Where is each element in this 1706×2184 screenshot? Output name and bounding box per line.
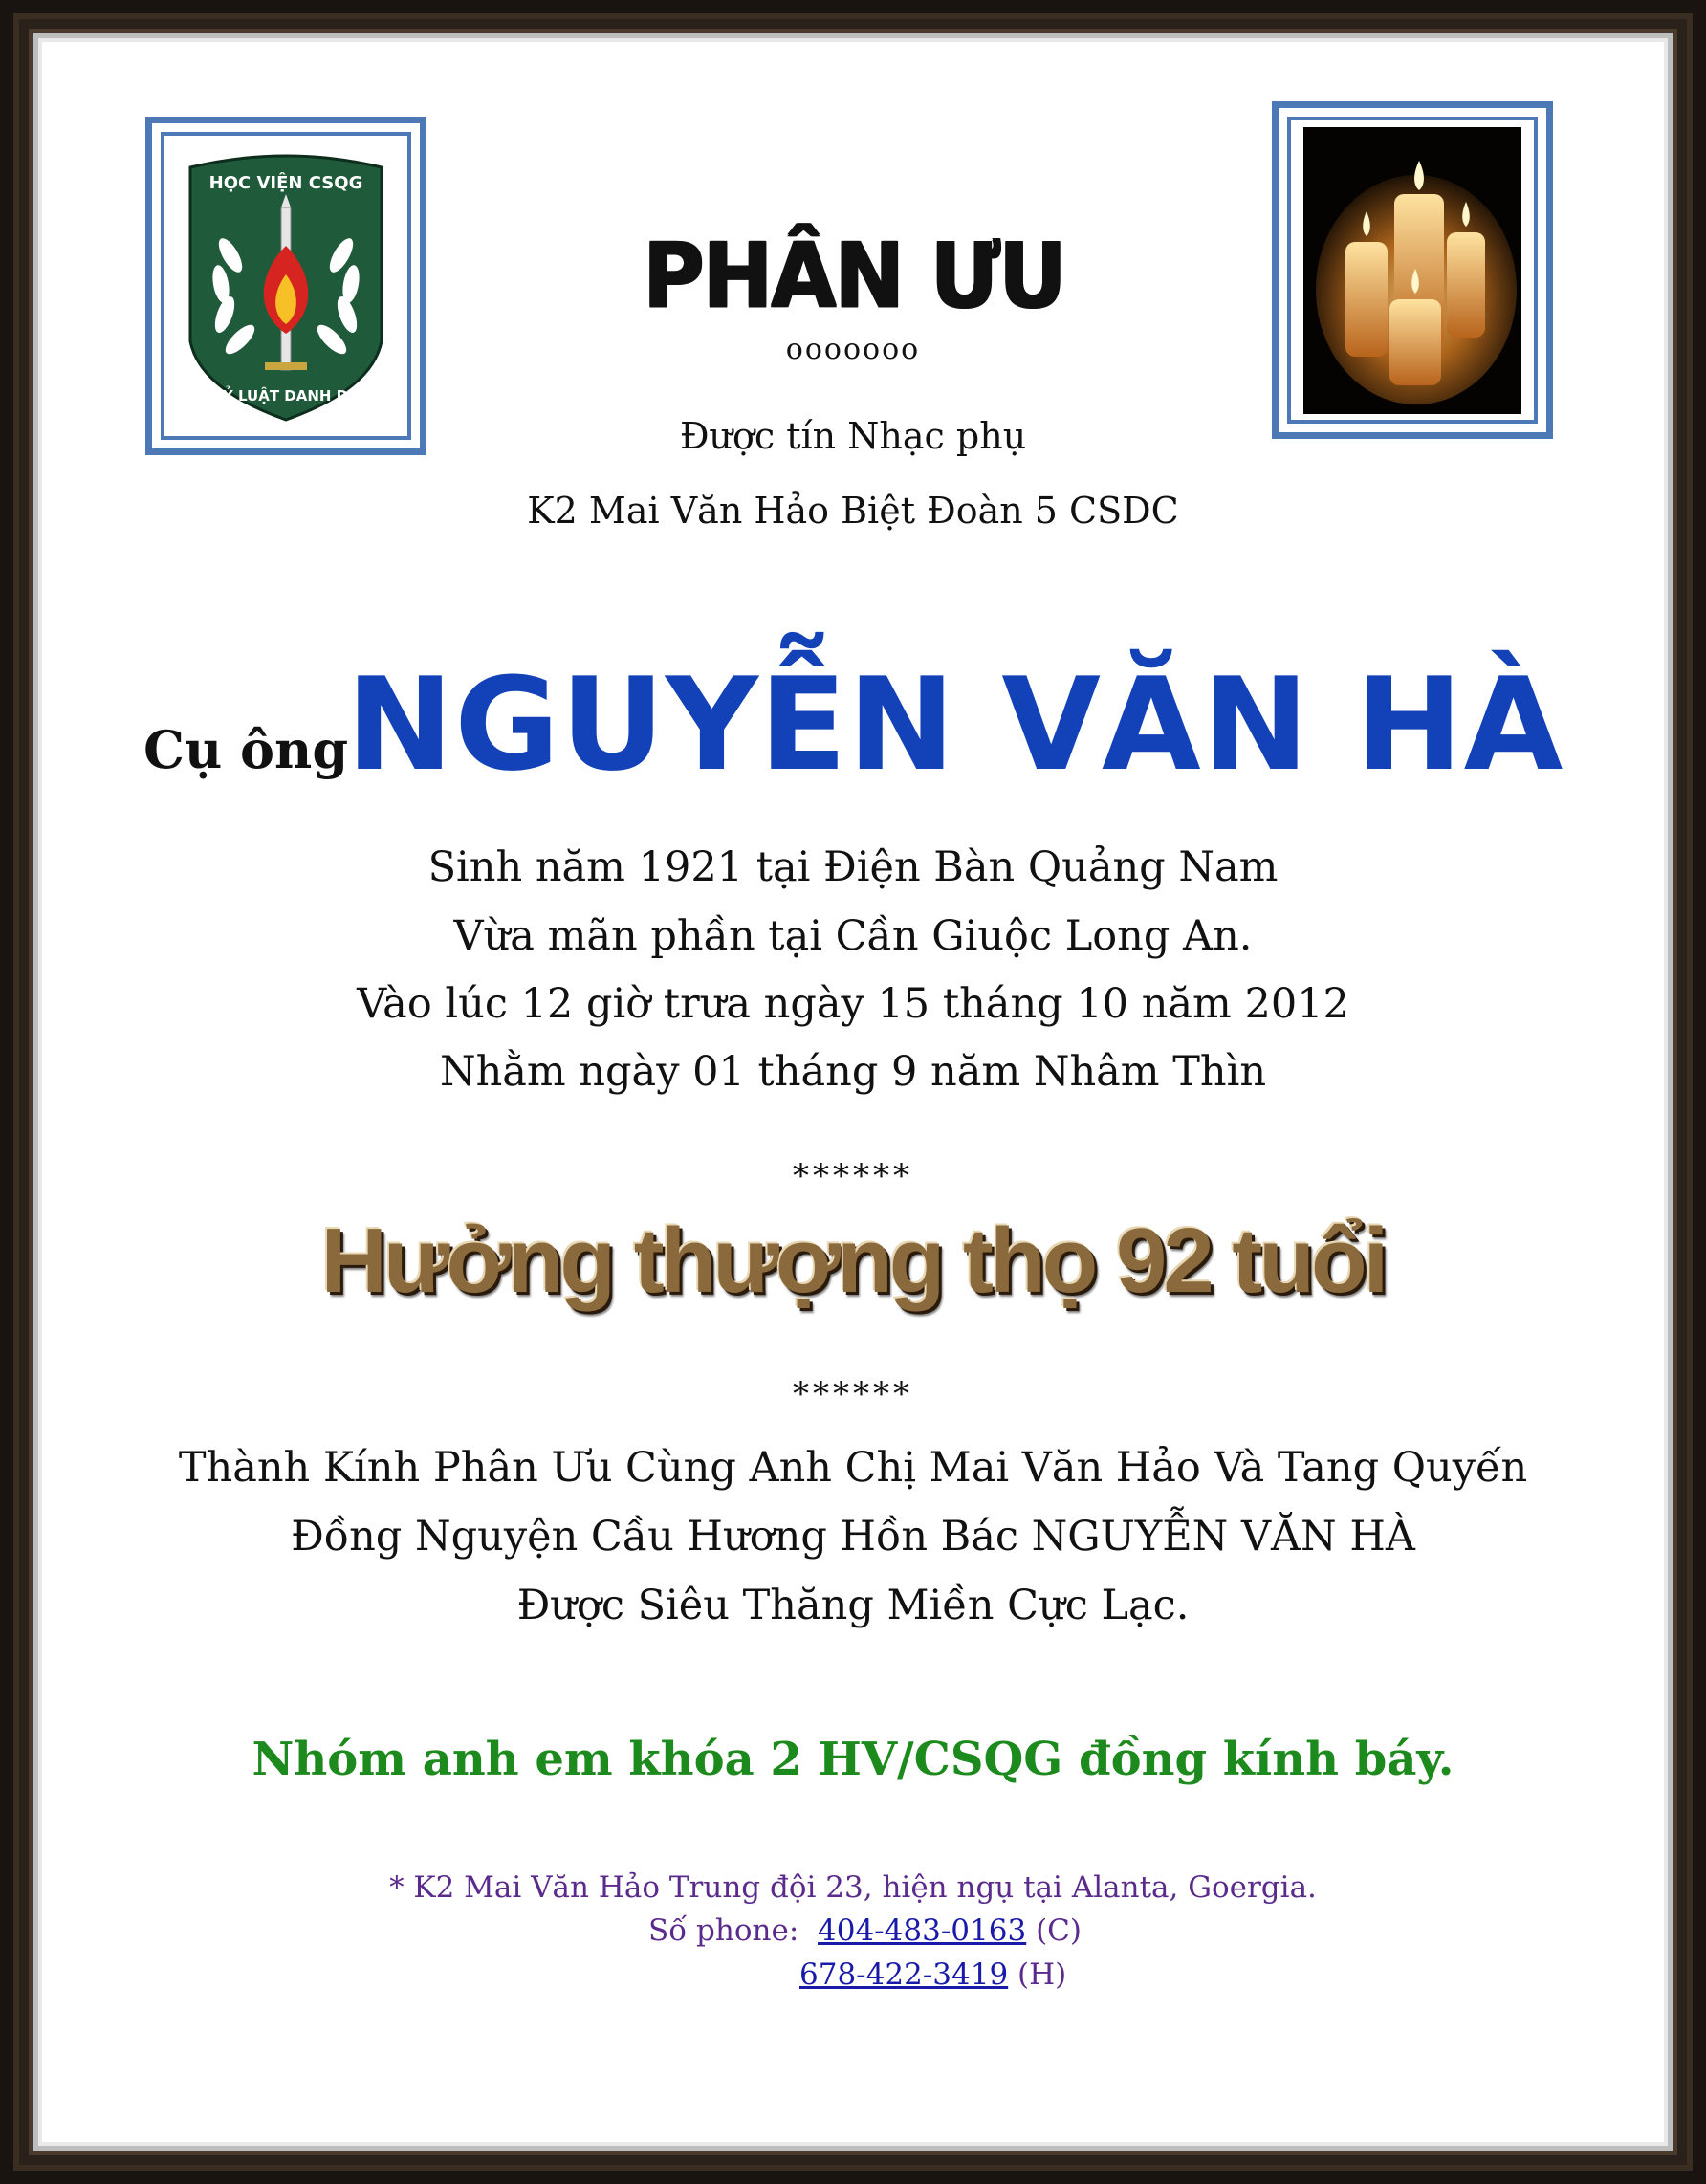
- svg-text:HỌC VIỆN CSQG: HỌC VIỆN CSQG: [208, 173, 363, 193]
- contact-address: * K2 Mai Văn Hảo Trung đội 23, hiện ngụ tại Alanta, Goergia.: [389, 1870, 1317, 1905]
- page-title: PHÂN ƯU: [642, 223, 1064, 327]
- condolence-line-2: Đồng Nguyện Cầu Hương Hồn Bác NGUYỄN VĂN HÀ: [291, 1513, 1415, 1561]
- notice-line-2: K2 Mai Văn Hảo Biệt Đoàn 5 CSDC: [527, 490, 1179, 532]
- detail-death-time: Vào lúc 12 giờ trưa ngày 15 tháng 10 năm 2012: [357, 980, 1349, 1028]
- condolence-line-1: Thành Kính Phân Ưu Cùng Anh Chị Mai Văn Hảo Và Tang Quyến: [178, 1444, 1528, 1492]
- detail-birth: Sinh năm 1921 tại Điện Bàn Quảng Nam: [427, 843, 1279, 891]
- detail-lunar-date: Nhằm ngày 01 tháng 9 năm Nhâm Thìn: [439, 1048, 1267, 1096]
- phone-row-2: [799, 1957, 1066, 1992]
- phone-label: Số phone:: [648, 1913, 799, 1948]
- separator-top: ******: [793, 1157, 913, 1195]
- condolence-line-3: Được Siêu Thăng Miền Cực Lạc.: [516, 1582, 1190, 1629]
- phone-type-cell: (C): [1036, 1913, 1082, 1948]
- separator-bottom: ******: [793, 1375, 913, 1413]
- signature-line: Nhóm anh em khóa 2 HV/CSQG đồng kính báy.: [252, 1733, 1454, 1786]
- name-prefix: Cụ ông: [143, 719, 349, 780]
- phone-type-home: (H): [1017, 1957, 1067, 1992]
- detail-death-place: Vừa mãn phần tại Cần Giuộc Long An.: [453, 912, 1253, 960]
- deceased-name-row: [0, 650, 1706, 799]
- phone-link-home[interactable]: 678-422-3419: [799, 1957, 1009, 1992]
- title-ornament: ooooooo: [785, 333, 921, 366]
- notice-line-1: Được tín Nhạc phụ: [679, 415, 1027, 457]
- phone-link-cell[interactable]: 404-483-0163: [818, 1913, 1027, 1948]
- deceased-name: NGUYỄN VĂN HÀ: [346, 650, 1564, 799]
- age-line: Hưởng thượng thọ 92 tuổi: [320, 1210, 1386, 1312]
- svg-text:KỶ LUẬT DANH DỰ: KỶ LUẬT DANH DỰ: [211, 387, 361, 404]
- phone-row-1: [648, 1913, 1082, 1948]
